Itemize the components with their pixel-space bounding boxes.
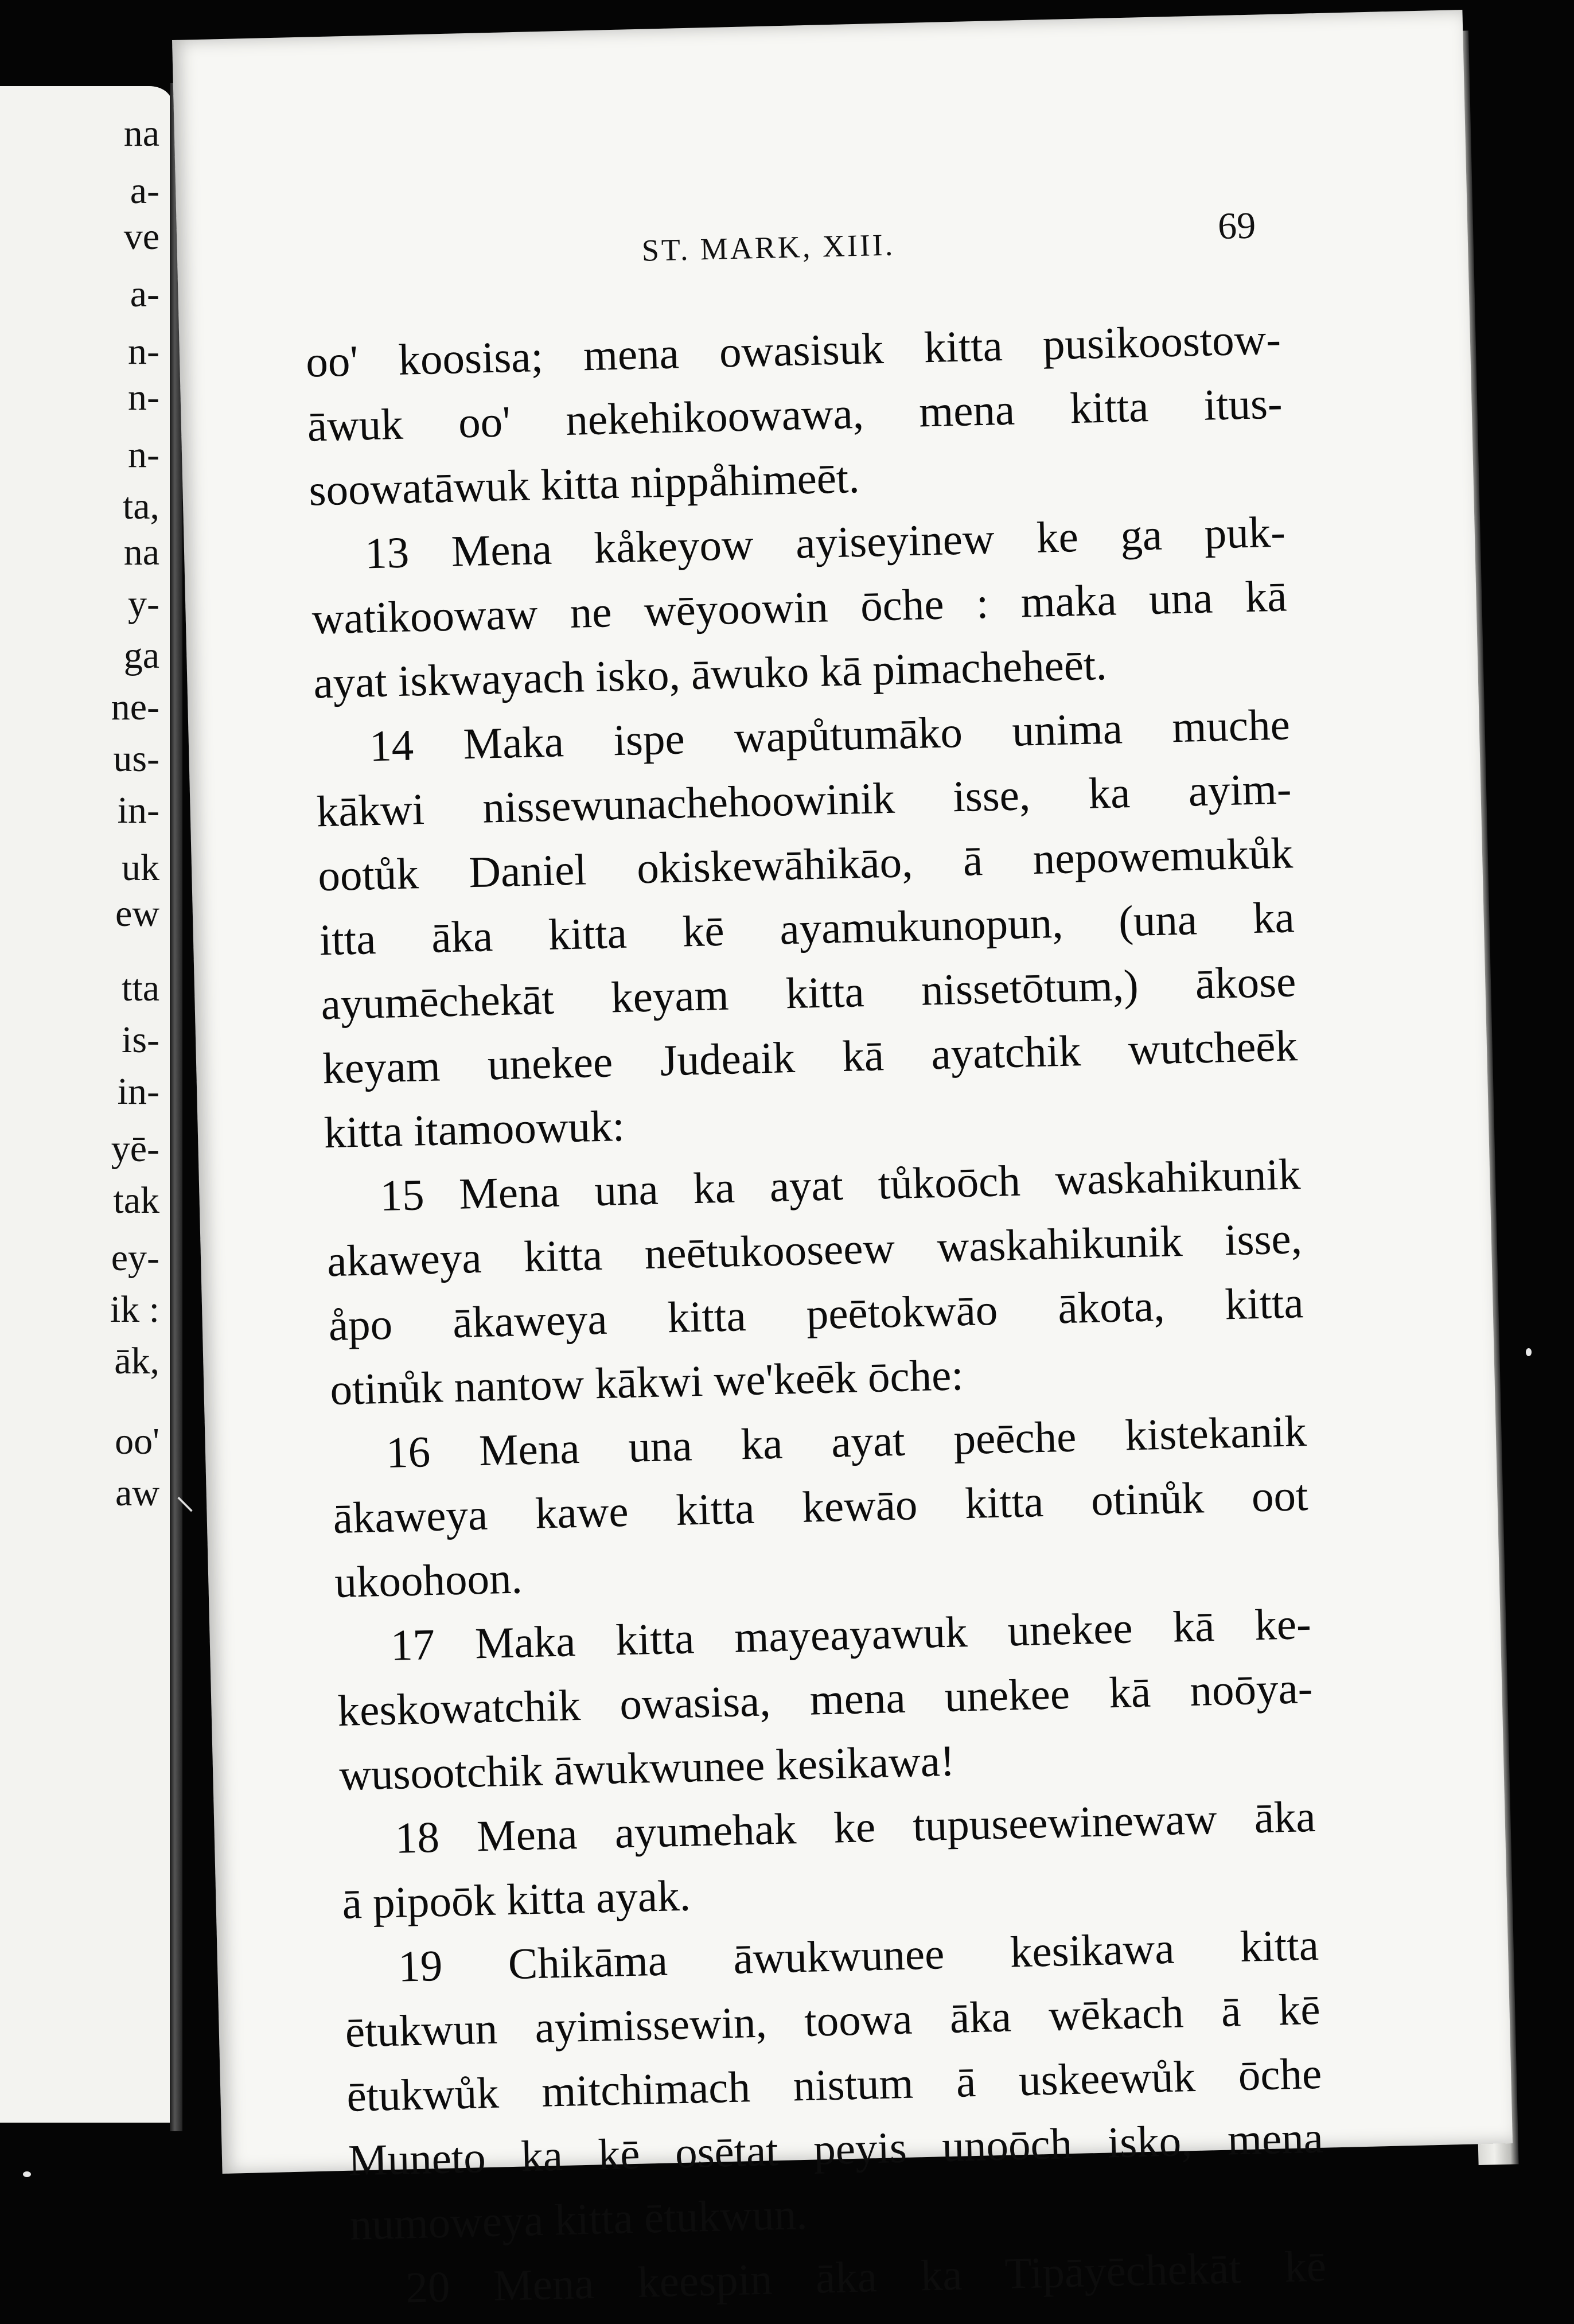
text-line: ētukwun ayimissewin, toowa āka wēkach ā kē <box>344 1984 1321 2057</box>
text-line: numoweya kitta ētukwun. <box>349 2189 808 2249</box>
text-line: åpo ākaweya kitta peētokwāo ākota, kitta <box>328 1278 1304 1350</box>
text-line: ākaweya kawe kitta kewāo kitta otinůk oot <box>332 1470 1309 1543</box>
facing-page-text-fragment: aw <box>115 1472 159 1514</box>
facing-page-text-fragment: n- <box>128 376 159 418</box>
facing-page-text-fragment: na <box>123 531 159 573</box>
text-line: ā pipoōk kitta ayak. <box>341 1870 691 1928</box>
facing-page-text-fragment: yē- <box>111 1128 159 1170</box>
facing-page <box>0 86 172 2123</box>
facing-page-text-fragment: ey- <box>111 1237 159 1279</box>
running-head: ST. MARK, XIII. <box>641 227 895 268</box>
text-line: itta āka kitta kē ayamukunopun, (una ka <box>319 892 1295 965</box>
facing-page-text-fragment: n- <box>128 434 159 476</box>
text-line: watikoowaw ne wēyoowin ōche : maka una kā <box>311 571 1288 644</box>
facing-page-text-fragment: a- <box>130 170 159 212</box>
text-line: ētukwůk mitchimach nistum ā uskeewůk ōche <box>346 2048 1323 2121</box>
facing-page-text-fragment: ne- <box>111 686 159 728</box>
facing-page-text-fragment: na <box>123 112 159 154</box>
text-line: 18 Mena ayumehak ke tupuseewinewaw āka <box>394 1791 1316 1863</box>
text-line: 15 Mena una ka ayat tůkoōch waskahikunik <box>379 1149 1302 1221</box>
dust-speck <box>23 2171 31 2177</box>
text-line: kākwi nissewunachehoowinik isse, ka ayim- <box>315 764 1292 836</box>
text-line: 20 Mena keespin āka ka Tipāyēchekāt kē <box>405 2241 1327 2313</box>
facing-page-text-fragment: in- <box>117 789 159 831</box>
text-line: 13 Mena kåkeyow ayiseyinew ke ga puk- <box>364 507 1286 578</box>
text-line: soowatāwuk kitta nippåhimeēt. <box>308 452 860 515</box>
text-line: ukoohoon. <box>334 1553 523 1607</box>
facing-page-text-fragment: oo' <box>115 1420 159 1462</box>
facing-page-text-fragment: ga <box>123 634 159 676</box>
facing-page-text-fragment: āk, <box>114 1340 159 1382</box>
text-line: keskowatchik owasisa, mena unekee kā noōya- <box>337 1663 1314 1735</box>
text-line: otinůk nantow kākwi we'keēk ōche: <box>329 1350 964 1415</box>
facing-page-text-fragment: y- <box>128 583 159 625</box>
binding-thread: ⸌ <box>175 1488 195 1535</box>
text-line: ayat iskwayach isko, āwuko kā pimacheheēt. <box>313 639 1108 708</box>
facing-page-text-fragment: ik : <box>110 1288 159 1330</box>
text-line: ootůk Daniel okiskewāhikāo, ā nepowemukůk <box>317 828 1294 901</box>
dust-speck <box>1526 1348 1532 1356</box>
facing-page-text-fragment: n- <box>128 330 159 372</box>
facing-page-text-fragment: tak <box>113 1179 159 1221</box>
text-line: keyam unekee Judeaik kā ayatchik wutcheēk <box>322 1021 1298 1093</box>
facing-page-text-fragment: uk <box>122 847 159 889</box>
facing-page-text-fragment: in- <box>117 1070 159 1112</box>
facing-page-text-fragment: is- <box>122 1019 159 1061</box>
facing-page-text-fragment: ve <box>123 216 159 258</box>
facing-page-text-fragment: us- <box>113 738 159 780</box>
text-line: oo' koosisa; mena owasisuk kitta pusikoostow- <box>305 314 1281 387</box>
facing-page-text-fragment: ta, <box>122 485 159 527</box>
facing-page-text-fragment: a- <box>130 273 159 315</box>
text-line: 17 Maka kitta mayeayawuk unekee kā ke- <box>390 1598 1312 1670</box>
text-line: kitta itamoowuk: <box>323 1100 625 1158</box>
facing-page-text-fragment: tta <box>122 967 159 1009</box>
book-page <box>172 10 1513 2313</box>
text-line: 19 Chikāma āwukwunee kesikawa kitta <box>398 1920 1319 1991</box>
scripture-text <box>305 307 1327 2321</box>
text-line: Muneto ka kē osētat peyis unoōch isko, mena <box>348 2112 1324 2185</box>
text-line: akaweya kitta neētukooseew waskahikunik isse, <box>326 1213 1303 1286</box>
text-line: 16 Mena una ka ayat peēche kistekanik <box>385 1406 1307 1477</box>
text-line: 14 Maka ispe wapůtumāko unima muche <box>369 699 1291 771</box>
page-number: 69 <box>1217 204 1256 248</box>
text-line: wusootchik āwukwunee kesikawa! <box>338 1735 956 1800</box>
text-line: āwuk oo' nekehikoowawa, mena kitta itus- <box>306 378 1283 451</box>
text-line: ayumēchekāt keyam kitta nissetōtum,) ākose <box>320 956 1297 1029</box>
facing-page-text-fragment: ew <box>115 893 159 935</box>
